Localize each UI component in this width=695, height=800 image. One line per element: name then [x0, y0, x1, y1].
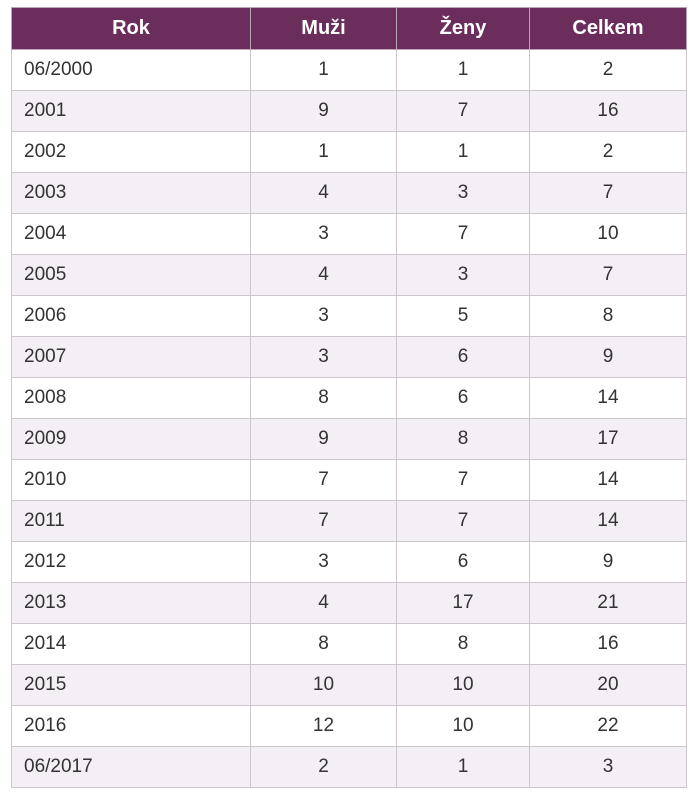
table-row [12, 214, 687, 255]
cell-celkem: 16 [530, 91, 687, 132]
cell-zeny: 6 [397, 337, 530, 378]
cell-rok: 2003 [12, 173, 251, 214]
cell-zeny: 1 [397, 132, 530, 173]
cell-celkem: 16 [530, 624, 687, 665]
cell-rok: 2009 [12, 419, 251, 460]
cell-muzi: 4 [251, 583, 397, 624]
data-table-container [11, 7, 686, 788]
cell-rok: 2013 [12, 583, 251, 624]
cell-muzi: 3 [251, 337, 397, 378]
cell-zeny: 10 [397, 706, 530, 747]
cell-muzi: 12 [251, 706, 397, 747]
cell-zeny: 3 [397, 255, 530, 296]
table-row [12, 337, 687, 378]
cell-muzi: 7 [251, 460, 397, 501]
cell-zeny: 1 [397, 747, 530, 788]
data-table [11, 7, 687, 788]
table-body [12, 50, 687, 788]
cell-celkem: 17 [530, 419, 687, 460]
cell-celkem: 21 [530, 583, 687, 624]
cell-celkem: 7 [530, 173, 687, 214]
cell-zeny: 7 [397, 91, 530, 132]
cell-rok: 2006 [12, 296, 251, 337]
cell-rok: 2001 [12, 91, 251, 132]
cell-celkem: 3 [530, 747, 687, 788]
table-header [12, 8, 687, 50]
header-zeny: Ženy [397, 8, 530, 50]
cell-celkem: 7 [530, 255, 687, 296]
cell-muzi: 3 [251, 296, 397, 337]
cell-muzi: 7 [251, 501, 397, 542]
table-row [12, 501, 687, 542]
table-row [12, 542, 687, 583]
table-row [12, 706, 687, 747]
cell-celkem: 9 [530, 542, 687, 583]
cell-muzi: 8 [251, 378, 397, 419]
cell-muzi: 1 [251, 50, 397, 91]
cell-muzi: 2 [251, 747, 397, 788]
cell-zeny: 17 [397, 583, 530, 624]
cell-zeny: 10 [397, 665, 530, 706]
cell-muzi: 9 [251, 91, 397, 132]
cell-rok: 2016 [12, 706, 251, 747]
cell-rok: 2012 [12, 542, 251, 583]
cell-celkem: 10 [530, 214, 687, 255]
header-muzi: Muži [251, 8, 397, 50]
cell-celkem: 14 [530, 378, 687, 419]
table-row [12, 460, 687, 501]
cell-celkem: 14 [530, 460, 687, 501]
cell-muzi: 4 [251, 173, 397, 214]
header-rok: Rok [12, 8, 251, 50]
cell-rok: 2015 [12, 665, 251, 706]
table-row [12, 583, 687, 624]
cell-zeny: 1 [397, 50, 530, 91]
cell-celkem: 2 [530, 50, 687, 91]
cell-muzi: 10 [251, 665, 397, 706]
table-row [12, 419, 687, 460]
cell-zeny: 6 [397, 378, 530, 419]
cell-muzi: 3 [251, 214, 397, 255]
cell-rok: 2002 [12, 132, 251, 173]
cell-zeny: 7 [397, 501, 530, 542]
cell-rok: 2005 [12, 255, 251, 296]
cell-zeny: 7 [397, 460, 530, 501]
cell-celkem: 14 [530, 501, 687, 542]
header-row [12, 8, 687, 50]
cell-muzi: 9 [251, 419, 397, 460]
cell-celkem: 2 [530, 132, 687, 173]
cell-rok: 2007 [12, 337, 251, 378]
table-row [12, 91, 687, 132]
cell-zeny: 8 [397, 624, 530, 665]
cell-rok: 2004 [12, 214, 251, 255]
table-row [12, 50, 687, 91]
table-row [12, 747, 687, 788]
cell-rok: 06/2017 [12, 747, 251, 788]
cell-zeny: 6 [397, 542, 530, 583]
cell-rok: 2010 [12, 460, 251, 501]
table-row [12, 132, 687, 173]
cell-celkem: 9 [530, 337, 687, 378]
cell-zeny: 5 [397, 296, 530, 337]
cell-zeny: 7 [397, 214, 530, 255]
cell-celkem: 20 [530, 665, 687, 706]
cell-muzi: 1 [251, 132, 397, 173]
cell-muzi: 3 [251, 542, 397, 583]
cell-rok: 2008 [12, 378, 251, 419]
cell-celkem: 8 [530, 296, 687, 337]
cell-rok: 2014 [12, 624, 251, 665]
cell-rok: 2011 [12, 501, 251, 542]
cell-celkem: 22 [530, 706, 687, 747]
table-row [12, 255, 687, 296]
cell-zeny: 8 [397, 419, 530, 460]
cell-zeny: 3 [397, 173, 530, 214]
table-row [12, 173, 687, 214]
table-row [12, 378, 687, 419]
table-row [12, 665, 687, 706]
table-row [12, 296, 687, 337]
cell-muzi: 8 [251, 624, 397, 665]
header-celkem: Celkem [530, 8, 687, 50]
cell-rok: 06/2000 [12, 50, 251, 91]
cell-muzi: 4 [251, 255, 397, 296]
table-row [12, 624, 687, 665]
